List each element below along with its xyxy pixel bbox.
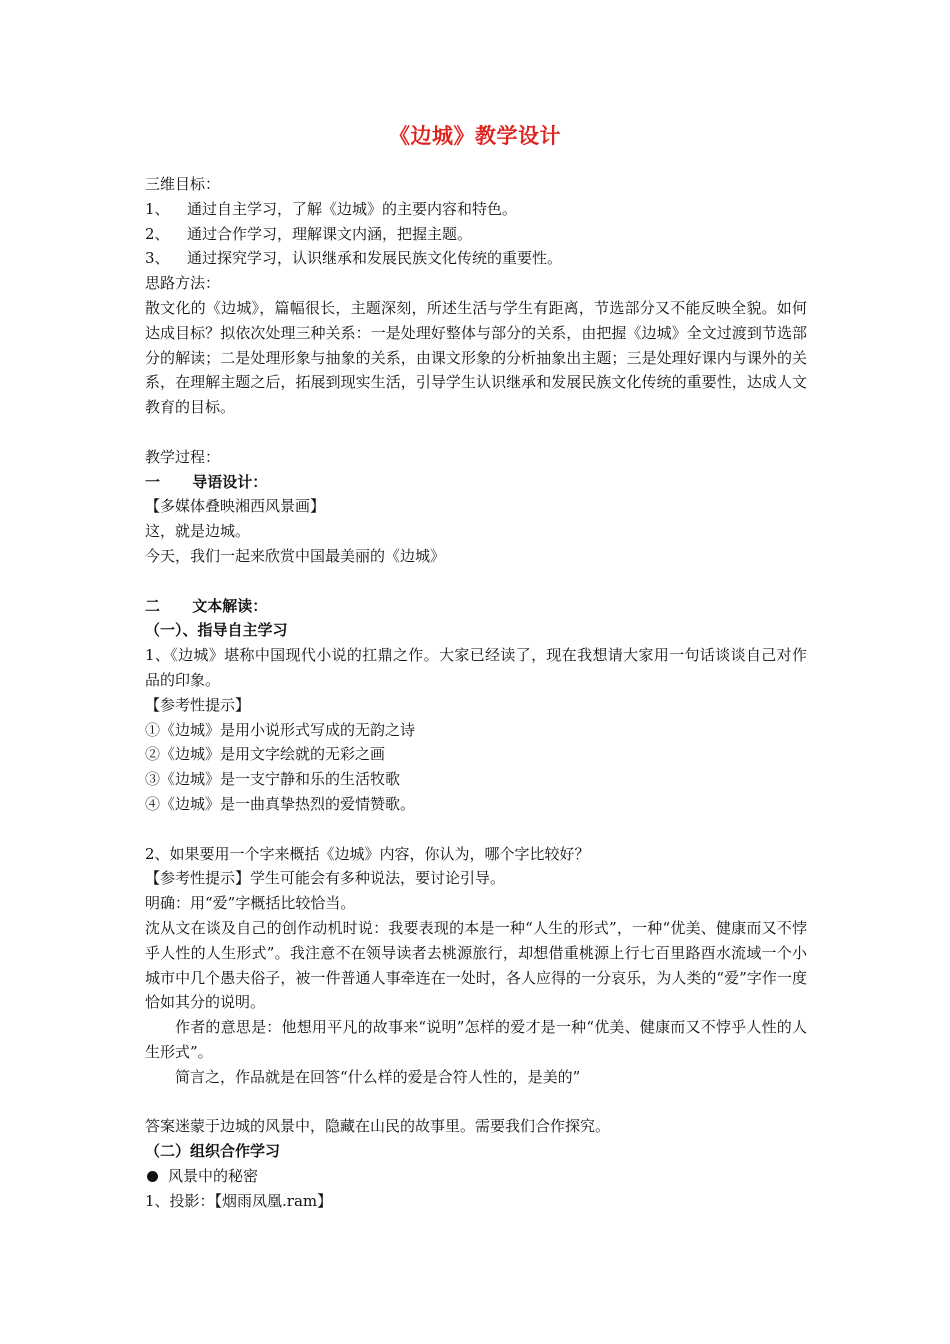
meaning-paragraph: 作者的意思是：他想用平凡的故事来“说明”怎样的爱才是一种“优美、健康而又不悖乎人性的人生形式”。	[145, 1018, 807, 1061]
text-line: 【多媒体叠映湘西风景画】	[145, 497, 326, 516]
goal-item	[145, 222, 807, 247]
hint-line: 【参考性提示】学生可能会有多种说法，要讨论引导。	[145, 869, 506, 888]
goal-number: 1、	[145, 199, 170, 218]
hint-item: ②《边城》是用文字绘就的无彩之画	[145, 745, 386, 764]
question-paragraph: 1、《边城》堪称中国现代小说的扛鼎之作。大家已经读了，现在我想请大家用一句话谈谈自己对作品的印象。	[145, 646, 807, 689]
goal-text: 通过合作学习，理解课文内涵，把握主题。	[187, 224, 473, 243]
section-title: 文本解读：	[192, 596, 268, 615]
section-number: 二	[145, 596, 161, 615]
subsection-heading: （二）组织合作学习	[145, 1142, 281, 1161]
spacer	[145, 817, 807, 842]
hint-label: 【参考性提示】	[145, 695, 251, 714]
goal-text: 通过自主学习，了解《边城》的主要内容和特色。	[187, 199, 518, 218]
hint-item: ④《边城》是一曲真挚热烈的爱情赞歌。	[145, 794, 416, 813]
question-line: 2、如果要用一个字来概括《边城》内容，你认为，哪个字比较好？	[145, 844, 590, 863]
section-heading	[145, 594, 807, 619]
hint-item: ①《边城》是用小说形式写成的无韵之诗	[145, 720, 416, 739]
text-line: 这，就是边城。	[145, 522, 251, 541]
bullet-text: 风景中的秘密	[168, 1166, 259, 1185]
text-line: 今天，我们一起来欣赏中国最美丽的《边城》	[145, 546, 446, 565]
section-number: 一	[145, 472, 161, 491]
subsection-heading: （一）、指导自主学习	[145, 621, 288, 640]
process-heading: 教学过程：	[145, 447, 221, 466]
hint-item: ③《边城》是一支宁静和乐的生活牧歌	[145, 770, 401, 789]
document-body	[145, 172, 807, 1213]
goal-number: 2、	[145, 224, 170, 243]
section-heading	[145, 470, 807, 495]
goals-heading: 三维目标：	[145, 175, 221, 193]
spacer	[145, 420, 807, 445]
goal-text: 通过探究学习，认识继承和发展民族文化传统的重要性。	[187, 249, 563, 268]
answer-line: 答案迷蒙于边城的风景中，隐藏在山民的故事里。需要我们合作探究。	[145, 1117, 611, 1136]
goal-item	[145, 197, 807, 222]
approach-heading: 思路方法：	[145, 274, 221, 293]
summary-paragraph: 简言之，作品就是在回答“什么样的爱是合符人性的，是美的”	[175, 1067, 581, 1086]
text-line: 1、投影：【烟雨凤凰.ram】	[145, 1191, 333, 1210]
quote-paragraph: 沈从文在谈及自己的创作动机时说：我要表现的本是一种“人生的形式”，一种“优美、健康而又不悖乎人性的人生形式”。我注意不在领导读者去桃源旅行，却想借重桃源上行七百里路酉水流域一个小城市中几个愚夫俗子，被一件普通人事牵连在一处时，各人应得的一分哀乐，为人类的“爱”字作一度恰如其分的说明。	[145, 918, 807, 1012]
bullet-icon	[147, 1171, 158, 1182]
bullet-item	[145, 1164, 807, 1189]
clarify-line: 明确：用“爱”字概括比较恰当。	[145, 894, 356, 913]
document-title: 《边城》教学设计	[389, 124, 561, 148]
goal-number: 3、	[145, 249, 170, 268]
goal-item	[145, 246, 807, 271]
section-title: 导语设计：	[192, 472, 268, 491]
spacer	[145, 569, 807, 594]
spacer	[145, 1089, 807, 1114]
approach-paragraph: 散文化的《边城》，篇幅很长，主题深刻，所述生活与学生有距离，节选部分又不能反映全貌。如何达成目标？拟依次处理三种关系：一是处理好整体与部分的关系，由把握《边城》全文过渡到节选部分的解读；二是处理形象与抽象的关系，由课文形象的分析抽象出主题；三是处理好课内与课外的关系，在理解主题之后，拓展到现实生活，引导学生认识继承和发展民族文化传统的重要性，达成人文教育的目标。	[145, 298, 807, 417]
